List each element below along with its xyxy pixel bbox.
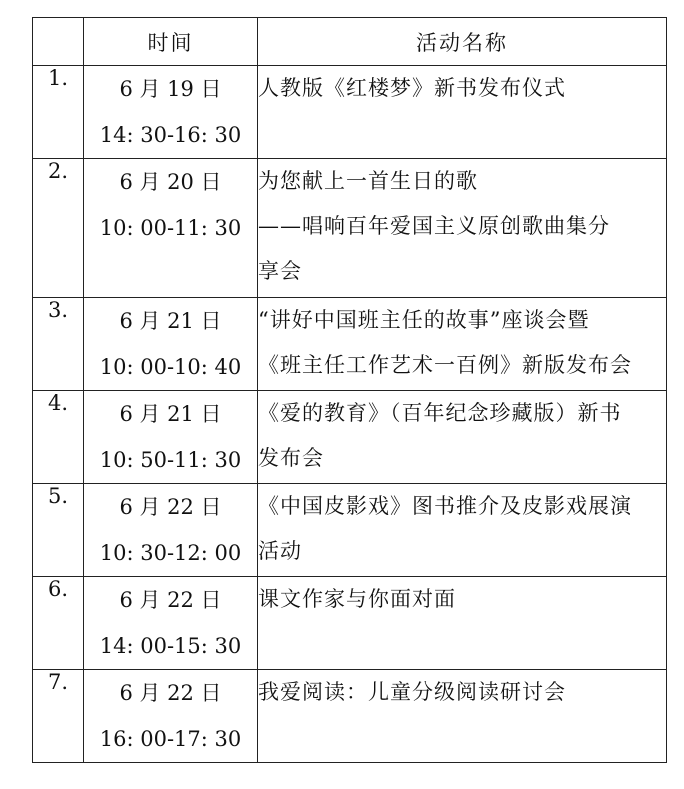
event-name-line: 《班主任工作艺术一百例》新版发布会 <box>258 353 632 377</box>
row-time-cell <box>84 159 258 298</box>
event-time: 14: 30-16: 30 <box>99 123 242 147</box>
row-time-cell <box>84 391 258 484</box>
table-row <box>33 66 667 159</box>
event-schedule-table <box>32 17 667 763</box>
event-date: 6 月 22 日 <box>119 495 222 519</box>
event-name-line: 活动 <box>258 539 302 563</box>
event-name-line: 享会 <box>258 259 302 283</box>
event-name-line: 发布会 <box>258 446 324 470</box>
header-time: 时间 <box>84 18 258 66</box>
table-row <box>33 577 667 670</box>
row-time-cell <box>84 670 258 763</box>
row-number: 5. <box>33 484 84 577</box>
event-time: 10: 00-10: 40 <box>99 355 242 379</box>
event-name-line: “讲好中国班主任的故事”座谈会暨 <box>258 308 590 332</box>
event-name-line: 《爱的教育》（百年纪念珍藏版）新书 <box>258 401 622 425</box>
table-row <box>33 391 667 484</box>
row-event-name-cell <box>258 670 667 763</box>
header-number <box>33 18 84 66</box>
row-number: 2. <box>33 159 84 298</box>
row-event-name-cell <box>258 298 667 391</box>
row-event-name-cell <box>258 484 667 577</box>
event-time: 16: 00-17: 30 <box>99 727 242 751</box>
event-date: 6 月 22 日 <box>119 588 222 612</box>
event-name-line: 《中国皮影戏》图书推介及皮影戏展演 <box>258 494 632 518</box>
event-time: 10: 00-11: 30 <box>99 216 242 240</box>
table-header-row <box>33 18 667 66</box>
event-date: 6 月 21 日 <box>119 402 222 426</box>
table-row <box>33 159 667 298</box>
row-event-name-cell <box>258 577 667 670</box>
event-date: 6 月 20 日 <box>119 170 222 194</box>
row-event-name-cell <box>258 391 667 484</box>
table-row <box>33 484 667 577</box>
row-number: 1. <box>33 66 84 159</box>
event-name-line: 人教版《红楼梦》新书发布仪式 <box>258 76 566 100</box>
row-event-name-cell <box>258 159 667 298</box>
event-date: 6 月 22 日 <box>119 681 222 705</box>
row-number: 4. <box>33 391 84 484</box>
row-number: 7. <box>33 670 84 763</box>
table-row <box>33 670 667 763</box>
row-number: 6. <box>33 577 84 670</box>
event-name-line: 我爱阅读：儿童分级阅读研讨会 <box>258 680 566 704</box>
table-row <box>33 298 667 391</box>
event-date: 6 月 19 日 <box>119 77 222 101</box>
row-time-cell <box>84 577 258 670</box>
event-date: 6 月 21 日 <box>119 309 222 333</box>
header-event-name: 活动名称 <box>258 18 667 66</box>
event-name-line: ——唱响百年爱国主义原创歌曲集分 <box>258 214 610 238</box>
event-time: 10: 50-11: 30 <box>99 448 242 472</box>
row-number: 3. <box>33 298 84 391</box>
row-time-cell <box>84 298 258 391</box>
row-time-cell <box>84 66 258 159</box>
event-name-line: 为您献上一首生日的歌 <box>258 169 478 193</box>
event-time: 10: 30-12: 00 <box>99 541 242 565</box>
event-name-line: 课文作家与你面对面 <box>258 587 456 611</box>
event-time: 14: 00-15: 30 <box>99 634 242 658</box>
row-event-name-cell <box>258 66 667 159</box>
row-time-cell <box>84 484 258 577</box>
